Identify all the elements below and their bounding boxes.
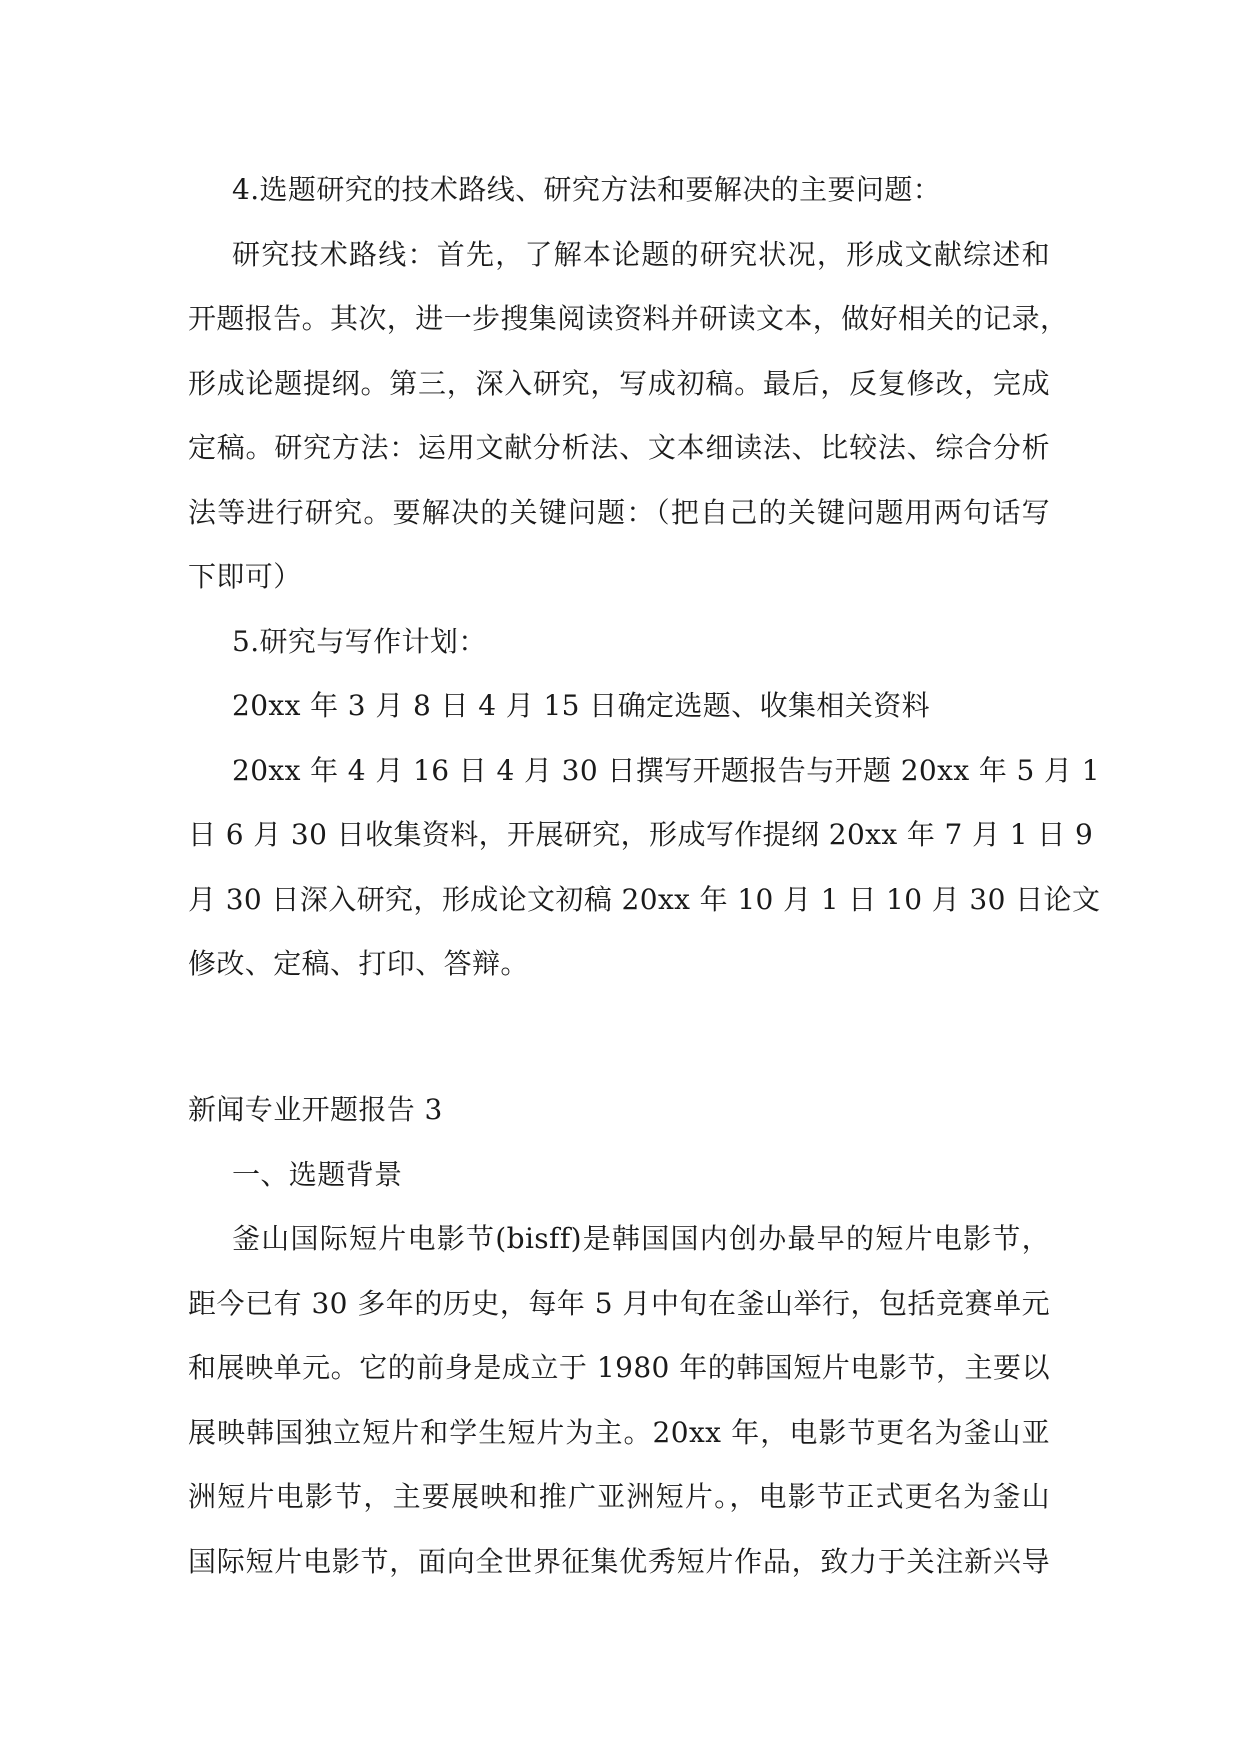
paragraph-line: 和展映单元。它的前身是成立于 1980 年的韩国短片电影节，主要以 [188,1351,1050,1384]
paragraph-line: 展映韩国独立短片和学生短片为主。20xx 年，电影节更名为釜山亚 [188,1415,1050,1449]
section-report-3 [188,1078,1050,1594]
paragraph-line: 下即可） [188,560,302,593]
paragraph-line: 定稿。研究方法：运用文献分析法、文本细读法、比较法、综合分析 [188,431,1050,464]
report-subheading: 一、选题背景 [232,1157,403,1191]
paragraph-line: 洲短片电影节，主要展映和推广亚洲短片。，电影节正式更名为釜山 [188,1480,1050,1513]
section-research-route [188,158,1101,997]
plan-line: 月 30 日深入研究，形成论文初稿 20xx 年 10 月 1 日 10 月 30 日论文 [188,882,1101,916]
section-5-heading: 5.研究与写作计划： [232,624,487,658]
report-title: 新闻专业开题报告 3 [188,1093,443,1126]
plan-line: 日 6 月 30 日收集资料，开展研究，形成写作提纲 20xx 年 7 月 1 日 9 [188,818,1094,851]
plan-line: 20xx 年 3 月 8 日 4 月 15 日确定选题、收集相关资料 [232,689,930,722]
paragraph-line: 国际短片电影节，面向全世界征集优秀短片作品，致力于关注新兴导 [188,1544,1050,1578]
paragraph-line: 法等进行研究。要解决的关键问题：（把自己的关键问题用两句话写 [188,495,1050,529]
plan-line: 20xx 年 4 月 16 日 4 月 30 日撰写开题报告与开题 20xx 年 5 月 1 [232,753,1100,787]
paragraph-line: 釜山国际短片电影节(bisff)是韩国国内创办最早的短片电影节， [232,1222,1050,1255]
paragraph-line: 形成论题提纲。第三，深入研究，写成初稿。最后，反复修改，完成 [188,366,1050,400]
section-4-heading: 4.选题研究的技术路线、研究方法和要解决的主要问题： [232,173,942,206]
paragraph-line: 研究技术路线：首先，了解本论题的研究状况，形成文献综述和 [232,237,1050,271]
paragraph-line: 开题报告。其次，进一步搜集阅读资料并研读文本，做好相关的记录， [188,302,1069,335]
plan-line: 修改、定稿、打印、答辩。 [188,947,529,980]
paragraph-line: 距今已有 30 多年的历史，每年 5 月中旬在釜山举行，包括竞赛单元 [188,1286,1050,1320]
